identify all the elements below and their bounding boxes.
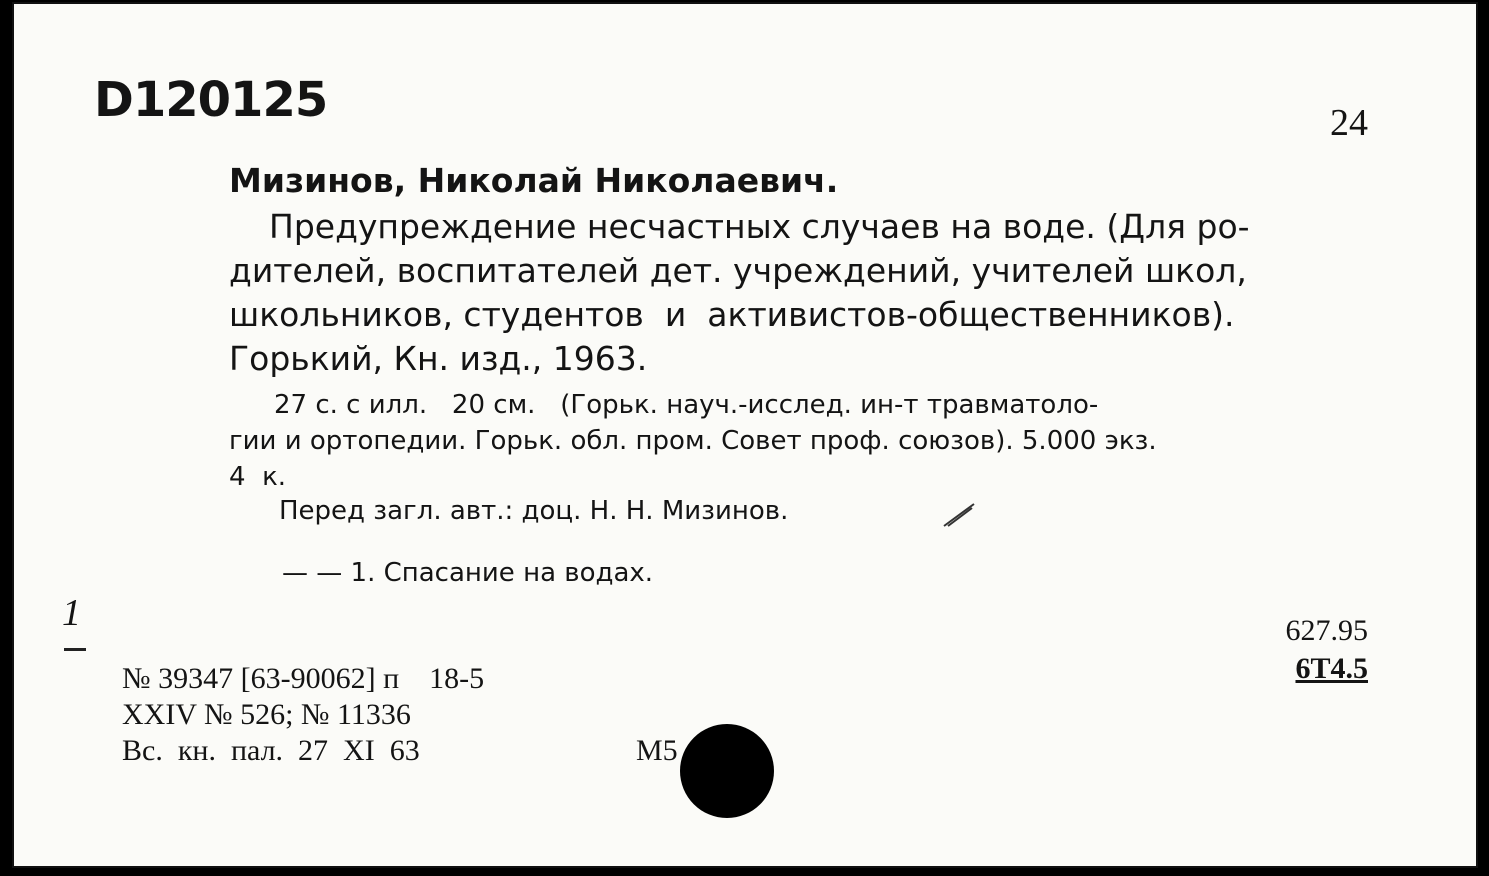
author-heading: Мизинов, Николай Николаевич. xyxy=(229,161,839,200)
record-line: XXIV № 526; № 11336 xyxy=(122,698,411,731)
record-line: Вс. кн. пал. 27 XI 63 xyxy=(122,734,420,767)
subject-heading: — — 1. Спасание на водах. xyxy=(282,558,654,588)
description-line: 27 с. с илл. 20 см. (Горьк. науч.-исслед. ин-т травматоло- xyxy=(274,390,1099,420)
margin-mark: 1 xyxy=(62,592,81,634)
description-line: 4 к. xyxy=(229,462,287,492)
author-sign: 6Т4.5 xyxy=(1295,652,1368,685)
margin-dash xyxy=(64,648,86,651)
stamp-code: М5 xyxy=(636,734,678,767)
punch-hole xyxy=(680,724,774,818)
inventory-number: D120125 xyxy=(94,72,328,128)
card-number: 24 xyxy=(1330,102,1368,144)
description-line: гии и ортопедии. Горьк. обл. пром. Совет проф. союзов). 5.000 экз. xyxy=(229,426,1157,456)
note-line: Перед загл. авт.: доц. Н. Н. Мизинов. xyxy=(279,496,789,526)
title-line: дителей, воспитателей дет. учреждений, учителей школ, xyxy=(229,251,1247,290)
title-line: Горький, Кн. изд., 1963. xyxy=(229,339,648,378)
pencil-tick-mark xyxy=(942,500,976,528)
title-line: Предупреждение несчастных случаев на воде. (Для ро- xyxy=(269,207,1250,246)
class-number: 627.95 xyxy=(1285,614,1368,647)
title-line: школьников, студентов и активистов-общественников). xyxy=(229,295,1235,334)
record-line: № 39347 [63-90062] п 18-5 xyxy=(122,662,485,695)
catalog-card xyxy=(12,2,1478,868)
